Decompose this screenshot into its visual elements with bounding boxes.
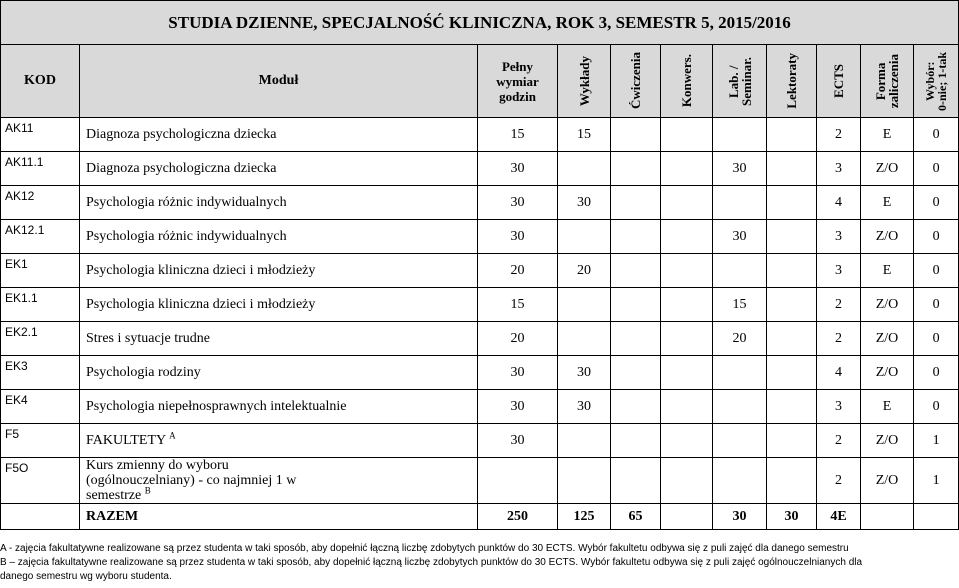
- row-wybor: 0: [914, 118, 959, 152]
- table-row: [1, 220, 959, 254]
- header-lektoraty-label: Lektoraty: [784, 53, 799, 109]
- row-module: [80, 186, 478, 220]
- header-forma-line2: zaliczenia: [886, 53, 901, 109]
- row-pelny: 20: [478, 322, 558, 356]
- table-row: [1, 390, 959, 424]
- row-wyk: [558, 322, 611, 356]
- header-pelny-label: Pełny wymiar godzin: [496, 58, 539, 104]
- row-lekt: [767, 424, 817, 458]
- row-wyk: [558, 458, 611, 504]
- row-konw: [661, 152, 713, 186]
- table-row: [1, 118, 959, 152]
- row-ects: 2: [817, 458, 861, 504]
- row-lab: [713, 424, 767, 458]
- row-code: EK1: [1, 254, 80, 288]
- row-module-name: Diagnoza psychologiczna dziecka: [86, 160, 277, 176]
- footnote-marker: B: [144, 485, 151, 496]
- row-cw: [611, 288, 661, 322]
- row-lab: [713, 186, 767, 220]
- header-lab-line2: Seminar.: [738, 56, 754, 106]
- row-module-name: Psychologia rodziny: [86, 364, 201, 380]
- row-lekt: [767, 288, 817, 322]
- table-row: [1, 322, 959, 356]
- footnote-b: B – zajęcia fakultatywne realizowane są przez studenta w taki sposób, aby dopełnić łączną liczbę zdobytych punktów do 30 ECTS. Wybór fakultetu odbywa się z puli zajęć ogólnouczelnianych dla: [0, 557, 863, 568]
- row-wybor: 0: [914, 288, 959, 322]
- row-module-name: Psychologia kliniczna dzieci i młodzieży: [86, 262, 316, 278]
- total-code: [1, 504, 80, 530]
- row-cw: [611, 458, 661, 504]
- header-wybor: [914, 45, 959, 118]
- row-lekt: [767, 390, 817, 424]
- row-lekt: [767, 152, 817, 186]
- header-cwiczenia-label: Ćwiczenia: [628, 52, 643, 110]
- row-pelny: [478, 458, 558, 504]
- row-lab: 15: [713, 288, 767, 322]
- row-forma: Z/O: [861, 322, 914, 356]
- row-code: EK4: [1, 390, 80, 424]
- table-row: [1, 356, 959, 390]
- row-pelny: 30: [478, 220, 558, 254]
- total-wyk: 125: [558, 504, 611, 530]
- header-forma-label: [874, 54, 900, 108]
- row-pelny: 30: [478, 390, 558, 424]
- row-konw: [661, 186, 713, 220]
- row-lekt: [767, 356, 817, 390]
- row-lab: 30: [713, 220, 767, 254]
- row-ects: 2: [817, 322, 861, 356]
- row-wyk: [558, 424, 611, 458]
- row-wybor: 1: [914, 424, 959, 458]
- row-konw: [661, 322, 713, 356]
- row-wybor: 0: [914, 322, 959, 356]
- row-konw: [661, 356, 713, 390]
- header-kod: KOD: [1, 45, 80, 118]
- row-forma: E: [861, 254, 914, 288]
- row-forma: Z/O: [861, 288, 914, 322]
- total-ects: 4E: [817, 504, 861, 530]
- row-cw: [611, 254, 661, 288]
- row-konw: [661, 424, 713, 458]
- header-lektoraty: [767, 45, 817, 118]
- row-wybor: 0: [914, 356, 959, 390]
- row-wybor: 0: [914, 390, 959, 424]
- row-cw: [611, 390, 661, 424]
- table-row: [1, 254, 959, 288]
- footnote-b-cont: danego semestru wg wyboru studenta.: [0, 571, 172, 582]
- row-lekt: [767, 458, 817, 504]
- header-konwers: [661, 45, 713, 118]
- row-lekt: [767, 220, 817, 254]
- row-forma: E: [861, 118, 914, 152]
- row-pelny: 30: [478, 356, 558, 390]
- row-forma: E: [861, 186, 914, 220]
- row-module: [80, 220, 478, 254]
- footnote-a: A - zajęcia fakultatywne realizowane są przez studenta w taki sposób, aby dopełnić łączną liczbę zdobytych punktów do 30 ECTS. Wybór fakultetu odbywa się z puli zajęć dla danego semestru: [0, 543, 849, 554]
- row-lab: [713, 254, 767, 288]
- row-forma: Z/O: [861, 152, 914, 186]
- row-lab: [713, 390, 767, 424]
- row-konw: [661, 254, 713, 288]
- row-code: EK3: [1, 356, 80, 390]
- row-konw: [661, 118, 713, 152]
- row-wybor: 0: [914, 220, 959, 254]
- header-cwiczenia: [611, 45, 661, 118]
- row-cw: [611, 424, 661, 458]
- row-module-name: Psychologia kliniczna dzieci i młodzieży: [86, 296, 316, 312]
- header-wyklady-label: Wykłady: [576, 55, 592, 107]
- row-module-name: Stres i sytuacje trudne: [86, 330, 211, 346]
- total-wybor: [914, 504, 959, 530]
- row-wybor: 0: [914, 152, 959, 186]
- row-ects: 4: [817, 186, 861, 220]
- row-lab: [713, 118, 767, 152]
- row-pelny: 15: [478, 288, 558, 322]
- row-ects: 3: [817, 220, 861, 254]
- row-wyk: [558, 220, 611, 254]
- row-code: EK2.1: [1, 322, 80, 356]
- total-cw: 65: [611, 504, 661, 530]
- header-wyklady: [558, 45, 611, 118]
- row-cw: [611, 220, 661, 254]
- row-module: [80, 322, 478, 356]
- row-module: [80, 288, 478, 322]
- row-cw: [611, 152, 661, 186]
- row-code: EK1.1: [1, 288, 80, 322]
- row-wyk: 20: [558, 254, 611, 288]
- header-wybor-label: [924, 52, 948, 111]
- header-konwers-label: Konwers.: [679, 54, 694, 108]
- row-forma: E: [861, 390, 914, 424]
- row-lab: 30: [713, 152, 767, 186]
- row-cw: [611, 118, 661, 152]
- header-lab-line1: Lab. /: [725, 64, 741, 98]
- row-wyk: 30: [558, 186, 611, 220]
- row-ects: 2: [817, 118, 861, 152]
- row-cw: [611, 186, 661, 220]
- total-label: RAZEM: [80, 504, 478, 530]
- table-row: [1, 186, 959, 220]
- row-module: [80, 356, 478, 390]
- row-module: [80, 118, 478, 152]
- total-lekt: 30: [767, 504, 817, 530]
- row-cw: [611, 356, 661, 390]
- header-lab-label: [727, 57, 753, 106]
- row-wybor: 0: [914, 186, 959, 220]
- row-code: F5: [1, 424, 80, 458]
- row-forma: Z/O: [861, 356, 914, 390]
- row-konw: [661, 220, 713, 254]
- row-module-name: Psychologia niepełnosprawnych intelektualnie: [86, 398, 347, 414]
- row-forma: Z/O: [861, 424, 914, 458]
- row-wyk: [558, 152, 611, 186]
- row-wyk: 30: [558, 356, 611, 390]
- header-ects: [817, 45, 861, 118]
- row-code: AK11: [1, 118, 80, 152]
- row-lekt: [767, 254, 817, 288]
- row-code: AK11.1: [1, 152, 80, 186]
- page-title: STUDIA DZIENNE, SPECJALNOŚĆ KLINICZNA, ROK 3, SEMESTR 5, 2015/2016: [1, 1, 959, 45]
- row-lab: [713, 356, 767, 390]
- row-ects: 3: [817, 254, 861, 288]
- table-row: [1, 424, 959, 458]
- header-ects-label: ECTS: [831, 64, 846, 98]
- total-pelny: 250: [478, 504, 558, 530]
- header-forma-line1: Forma: [873, 62, 888, 100]
- total-row: [1, 504, 959, 530]
- total-forma: [861, 504, 914, 530]
- row-lab: 20: [713, 322, 767, 356]
- row-wyk: [558, 288, 611, 322]
- row-pelny: 30: [478, 424, 558, 458]
- row-ects: 3: [817, 152, 861, 186]
- footnote-marker: A: [169, 429, 176, 440]
- row-module: [80, 458, 478, 504]
- row-lab: [713, 458, 767, 504]
- row-ects: 2: [817, 424, 861, 458]
- row-wyk: 30: [558, 390, 611, 424]
- row-lekt: [767, 322, 817, 356]
- row-module-name: Kurs zmienny do wyboru (ogólnouczelniany) - co najmniej 1 w semestrze: [86, 458, 297, 503]
- row-pelny: 30: [478, 152, 558, 186]
- row-module-name: Diagnoza psychologiczna dziecka: [86, 126, 277, 142]
- row-pelny: 15: [478, 118, 558, 152]
- row-wybor: 1: [914, 458, 959, 504]
- row-wyk: 15: [558, 118, 611, 152]
- row-module: [80, 152, 478, 186]
- row-code: AK12: [1, 186, 80, 220]
- table-row: [1, 458, 959, 504]
- row-forma: Z/O: [861, 220, 914, 254]
- row-module: [80, 254, 478, 288]
- row-module-name: Psychologia różnic indywidualnych: [86, 228, 287, 244]
- row-code: F5O: [1, 458, 80, 504]
- row-module: [80, 424, 478, 458]
- header-forma: [861, 45, 914, 118]
- header-modul: Moduł: [80, 45, 478, 118]
- row-wybor: 0: [914, 254, 959, 288]
- table-row: [1, 288, 959, 322]
- table-row: [1, 152, 959, 186]
- row-module-name: Psychologia różnic indywidualnych: [86, 194, 287, 210]
- row-module: [80, 390, 478, 424]
- row-ects: 2: [817, 288, 861, 322]
- header-wybor-line1: Wybór:: [923, 61, 938, 101]
- row-lekt: [767, 118, 817, 152]
- row-code: AK12.1: [1, 220, 80, 254]
- row-ects: 3: [817, 390, 861, 424]
- row-lekt: [767, 186, 817, 220]
- row-ects: 4: [817, 356, 861, 390]
- row-konw: [661, 288, 713, 322]
- row-module-name: FAKULTETY: [86, 432, 166, 448]
- row-pelny: 20: [478, 254, 558, 288]
- row-konw: [661, 390, 713, 424]
- header-lab: [713, 45, 767, 118]
- row-cw: [611, 322, 661, 356]
- header-wybor-line2: 0-nie; 1-tak: [935, 51, 950, 111]
- header-pelny: [478, 45, 558, 118]
- row-pelny: 30: [478, 186, 558, 220]
- row-konw: [661, 458, 713, 504]
- row-forma: Z/O: [861, 458, 914, 504]
- total-konw: [661, 504, 713, 530]
- total-lab: 30: [713, 504, 767, 530]
